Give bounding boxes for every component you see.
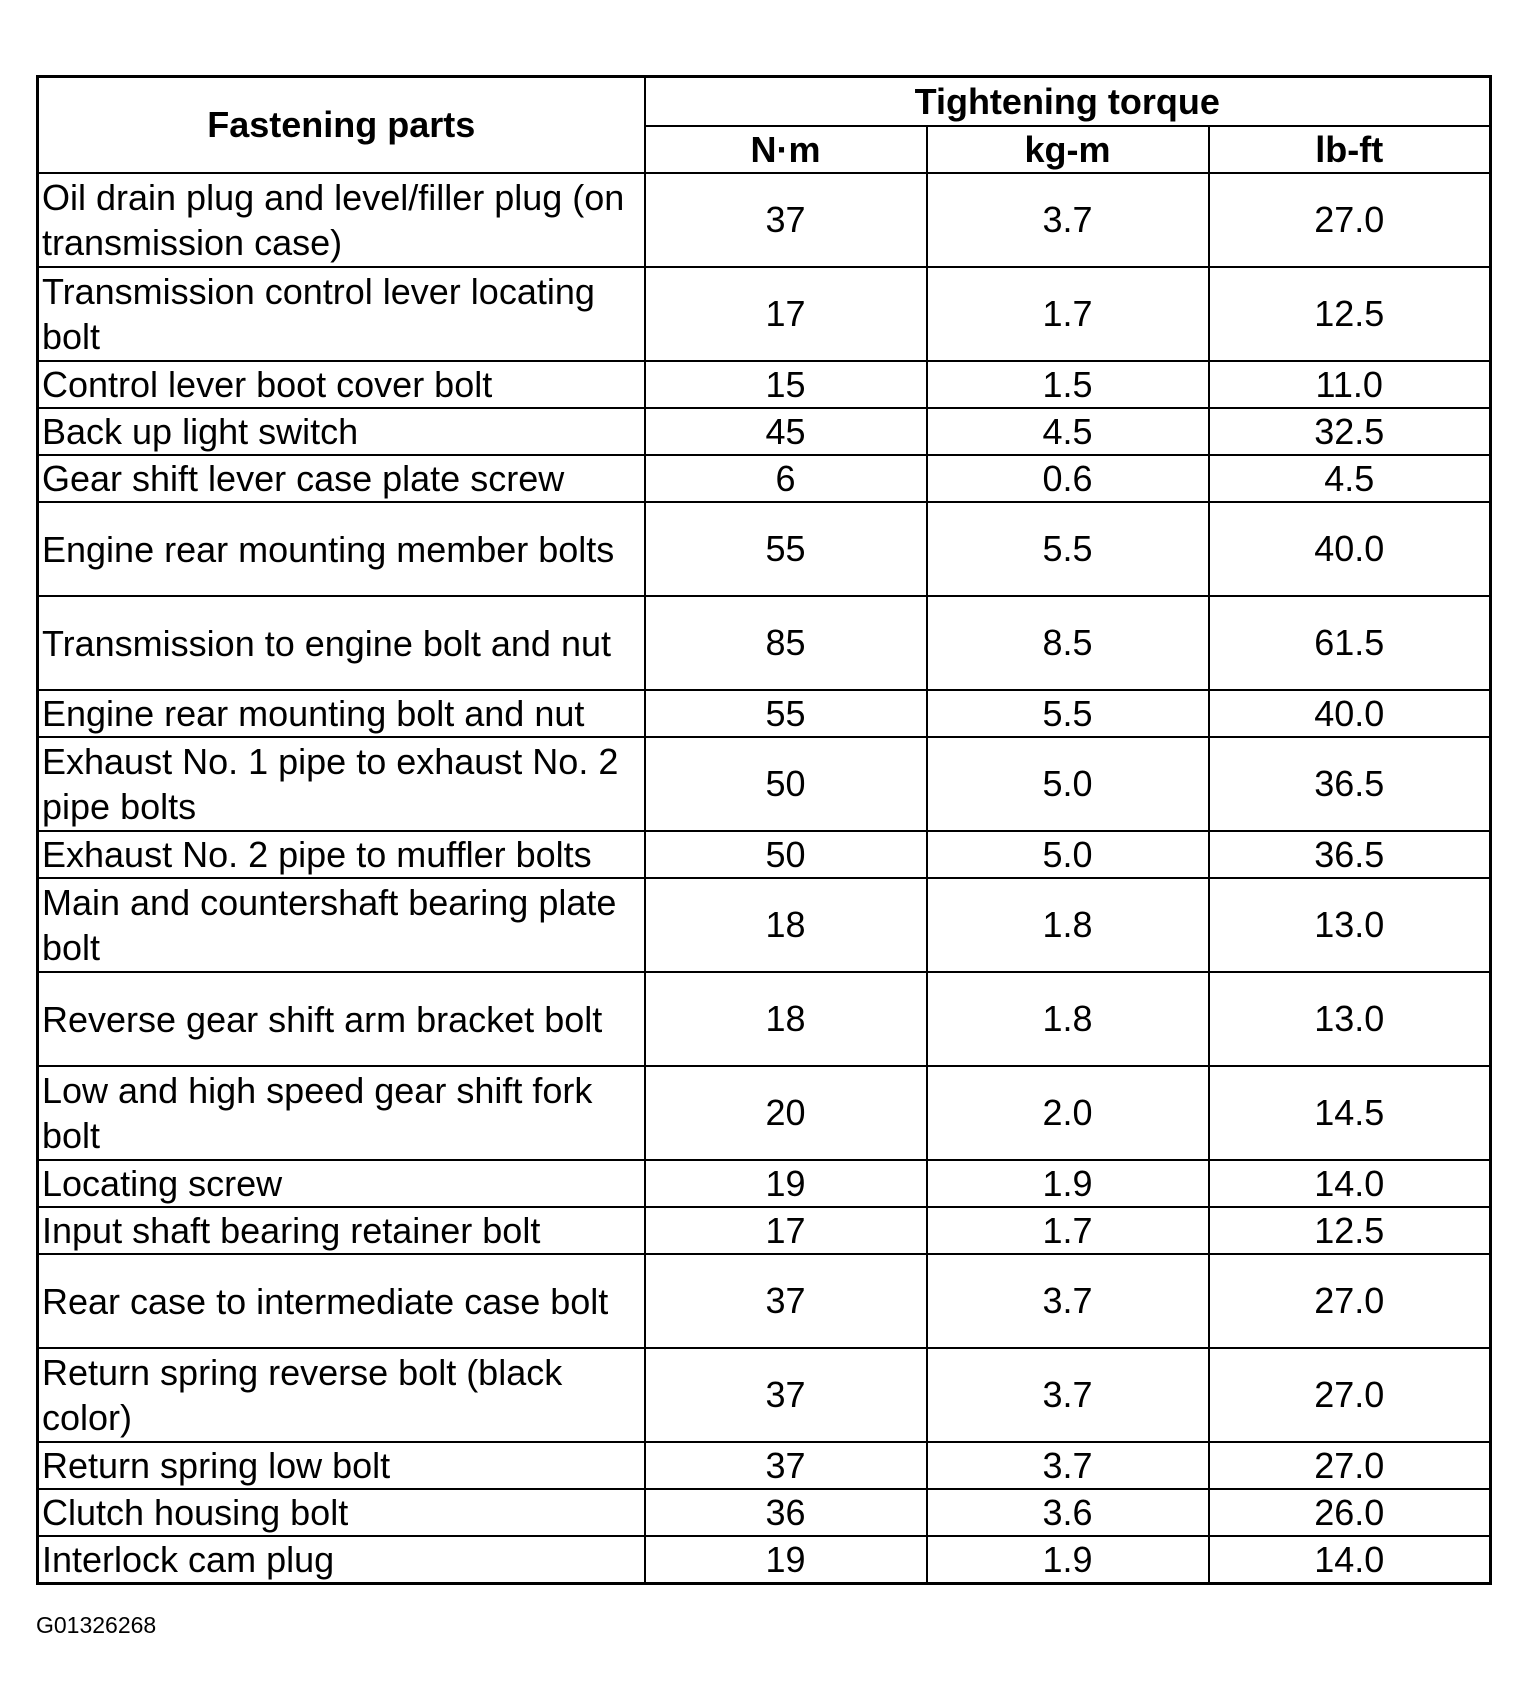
kgm-cell: 5.0 <box>927 831 1209 878</box>
part-cell: Locating screw <box>38 1160 645 1207</box>
kgm-cell: 3.7 <box>927 173 1209 267</box>
table-row <box>38 267 1491 361</box>
kgm-cell: 3.6 <box>927 1489 1209 1536</box>
part-cell: Main and countershaft bearing plate bolt <box>38 878 645 972</box>
lbft-cell: 27.0 <box>1209 1254 1491 1348</box>
part-cell: Clutch housing bolt <box>38 1489 645 1536</box>
table-row <box>38 690 1491 737</box>
figure-code: G01326268 <box>36 1612 157 1638</box>
part-cell: Exhaust No. 2 pipe to muffler bolts <box>38 831 645 878</box>
part-cell: Return spring low bolt <box>38 1442 645 1489</box>
header-unit-nm: N·m <box>645 126 927 173</box>
part-cell: Transmission control lever locating bolt <box>38 267 645 361</box>
nm-cell: 18 <box>645 972 927 1066</box>
nm-cell: 19 <box>645 1536 927 1584</box>
nm-cell: 17 <box>645 267 927 361</box>
header-unit-lbft: lb-ft <box>1209 126 1491 173</box>
kgm-cell: 5.5 <box>927 690 1209 737</box>
nm-cell: 37 <box>645 1442 927 1489</box>
table-row <box>38 455 1491 502</box>
nm-cell: 85 <box>645 596 927 690</box>
part-cell: Exhaust No. 1 pipe to exhaust No. 2 pipe bolts <box>38 737 645 831</box>
lbft-cell: 11.0 <box>1209 361 1491 408</box>
kgm-cell: 5.0 <box>927 737 1209 831</box>
table-row <box>38 1160 1491 1207</box>
table-row <box>38 972 1491 1066</box>
lbft-cell: 40.0 <box>1209 502 1491 596</box>
lbft-cell: 26.0 <box>1209 1489 1491 1536</box>
table-row <box>38 408 1491 455</box>
kgm-cell: 8.5 <box>927 596 1209 690</box>
nm-cell: 50 <box>645 737 927 831</box>
nm-cell: 50 <box>645 831 927 878</box>
part-cell: Rear case to intermediate case bolt <box>38 1254 645 1348</box>
table-row <box>38 1066 1491 1160</box>
lbft-cell: 40.0 <box>1209 690 1491 737</box>
nm-cell: 55 <box>645 502 927 596</box>
nm-cell: 37 <box>645 173 927 267</box>
nm-cell: 37 <box>645 1254 927 1348</box>
lbft-cell: 36.5 <box>1209 737 1491 831</box>
kgm-cell: 1.7 <box>927 267 1209 361</box>
kgm-cell: 3.7 <box>927 1348 1209 1442</box>
nm-cell: 19 <box>645 1160 927 1207</box>
table-row <box>38 831 1491 878</box>
nm-cell: 20 <box>645 1066 927 1160</box>
table-row <box>38 1442 1491 1489</box>
kgm-cell: 1.9 <box>927 1160 1209 1207</box>
lbft-cell: 14.5 <box>1209 1066 1491 1160</box>
table-row <box>38 361 1491 408</box>
kgm-cell: 1.7 <box>927 1207 1209 1254</box>
kgm-cell: 0.6 <box>927 455 1209 502</box>
kgm-cell: 4.5 <box>927 408 1209 455</box>
part-cell: Input shaft bearing retainer bolt <box>38 1207 645 1254</box>
kgm-cell: 1.8 <box>927 878 1209 972</box>
lbft-cell: 27.0 <box>1209 1348 1491 1442</box>
kgm-cell: 1.9 <box>927 1536 1209 1584</box>
torque-spec-sheet <box>36 75 1490 1585</box>
table-row <box>38 1207 1491 1254</box>
nm-cell: 36 <box>645 1489 927 1536</box>
part-cell: Control lever boot cover bolt <box>38 361 645 408</box>
part-cell: Interlock cam plug <box>38 1536 645 1584</box>
nm-cell: 15 <box>645 361 927 408</box>
part-cell: Return spring reverse bolt (black color) <box>38 1348 645 1442</box>
lbft-cell: 4.5 <box>1209 455 1491 502</box>
lbft-cell: 12.5 <box>1209 1207 1491 1254</box>
nm-cell: 37 <box>645 1348 927 1442</box>
table-row <box>38 596 1491 690</box>
torque-table <box>36 75 1492 1585</box>
part-cell: Transmission to engine bolt and nut <box>38 596 645 690</box>
lbft-cell: 27.0 <box>1209 1442 1491 1489</box>
table-row <box>38 737 1491 831</box>
lbft-cell: 61.5 <box>1209 596 1491 690</box>
table-header <box>38 77 1491 174</box>
nm-cell: 6 <box>645 455 927 502</box>
part-cell: Engine rear mounting bolt and nut <box>38 690 645 737</box>
header-tightening-torque: Tightening torque <box>645 77 1491 127</box>
kgm-cell: 3.7 <box>927 1254 1209 1348</box>
lbft-cell: 13.0 <box>1209 972 1491 1066</box>
kgm-cell: 2.0 <box>927 1066 1209 1160</box>
table-body <box>38 173 1491 1584</box>
header-unit-kgm: kg-m <box>927 126 1209 173</box>
table-row <box>38 173 1491 267</box>
kgm-cell: 5.5 <box>927 502 1209 596</box>
kgm-cell: 1.8 <box>927 972 1209 1066</box>
kgm-cell: 1.5 <box>927 361 1209 408</box>
part-cell: Gear shift lever case plate screw <box>38 455 645 502</box>
lbft-cell: 32.5 <box>1209 408 1491 455</box>
part-cell: Engine rear mounting member bolts <box>38 502 645 596</box>
lbft-cell: 14.0 <box>1209 1536 1491 1584</box>
lbft-cell: 13.0 <box>1209 878 1491 972</box>
table-row <box>38 878 1491 972</box>
nm-cell: 45 <box>645 408 927 455</box>
table-row <box>38 1489 1491 1536</box>
part-cell: Oil drain plug and level/filler plug (on transmission case) <box>38 173 645 267</box>
table-row <box>38 1536 1491 1584</box>
part-cell: Reverse gear shift arm bracket bolt <box>38 972 645 1066</box>
lbft-cell: 12.5 <box>1209 267 1491 361</box>
lbft-cell: 14.0 <box>1209 1160 1491 1207</box>
part-cell: Back up light switch <box>38 408 645 455</box>
lbft-cell: 36.5 <box>1209 831 1491 878</box>
nm-cell: 18 <box>645 878 927 972</box>
lbft-cell: 27.0 <box>1209 173 1491 267</box>
nm-cell: 17 <box>645 1207 927 1254</box>
table-row <box>38 1254 1491 1348</box>
nm-cell: 55 <box>645 690 927 737</box>
part-cell: Low and high speed gear shift fork bolt <box>38 1066 645 1160</box>
table-row <box>38 502 1491 596</box>
table-row <box>38 1348 1491 1442</box>
kgm-cell: 3.7 <box>927 1442 1209 1489</box>
header-fastening-parts: Fastening parts <box>38 77 645 174</box>
